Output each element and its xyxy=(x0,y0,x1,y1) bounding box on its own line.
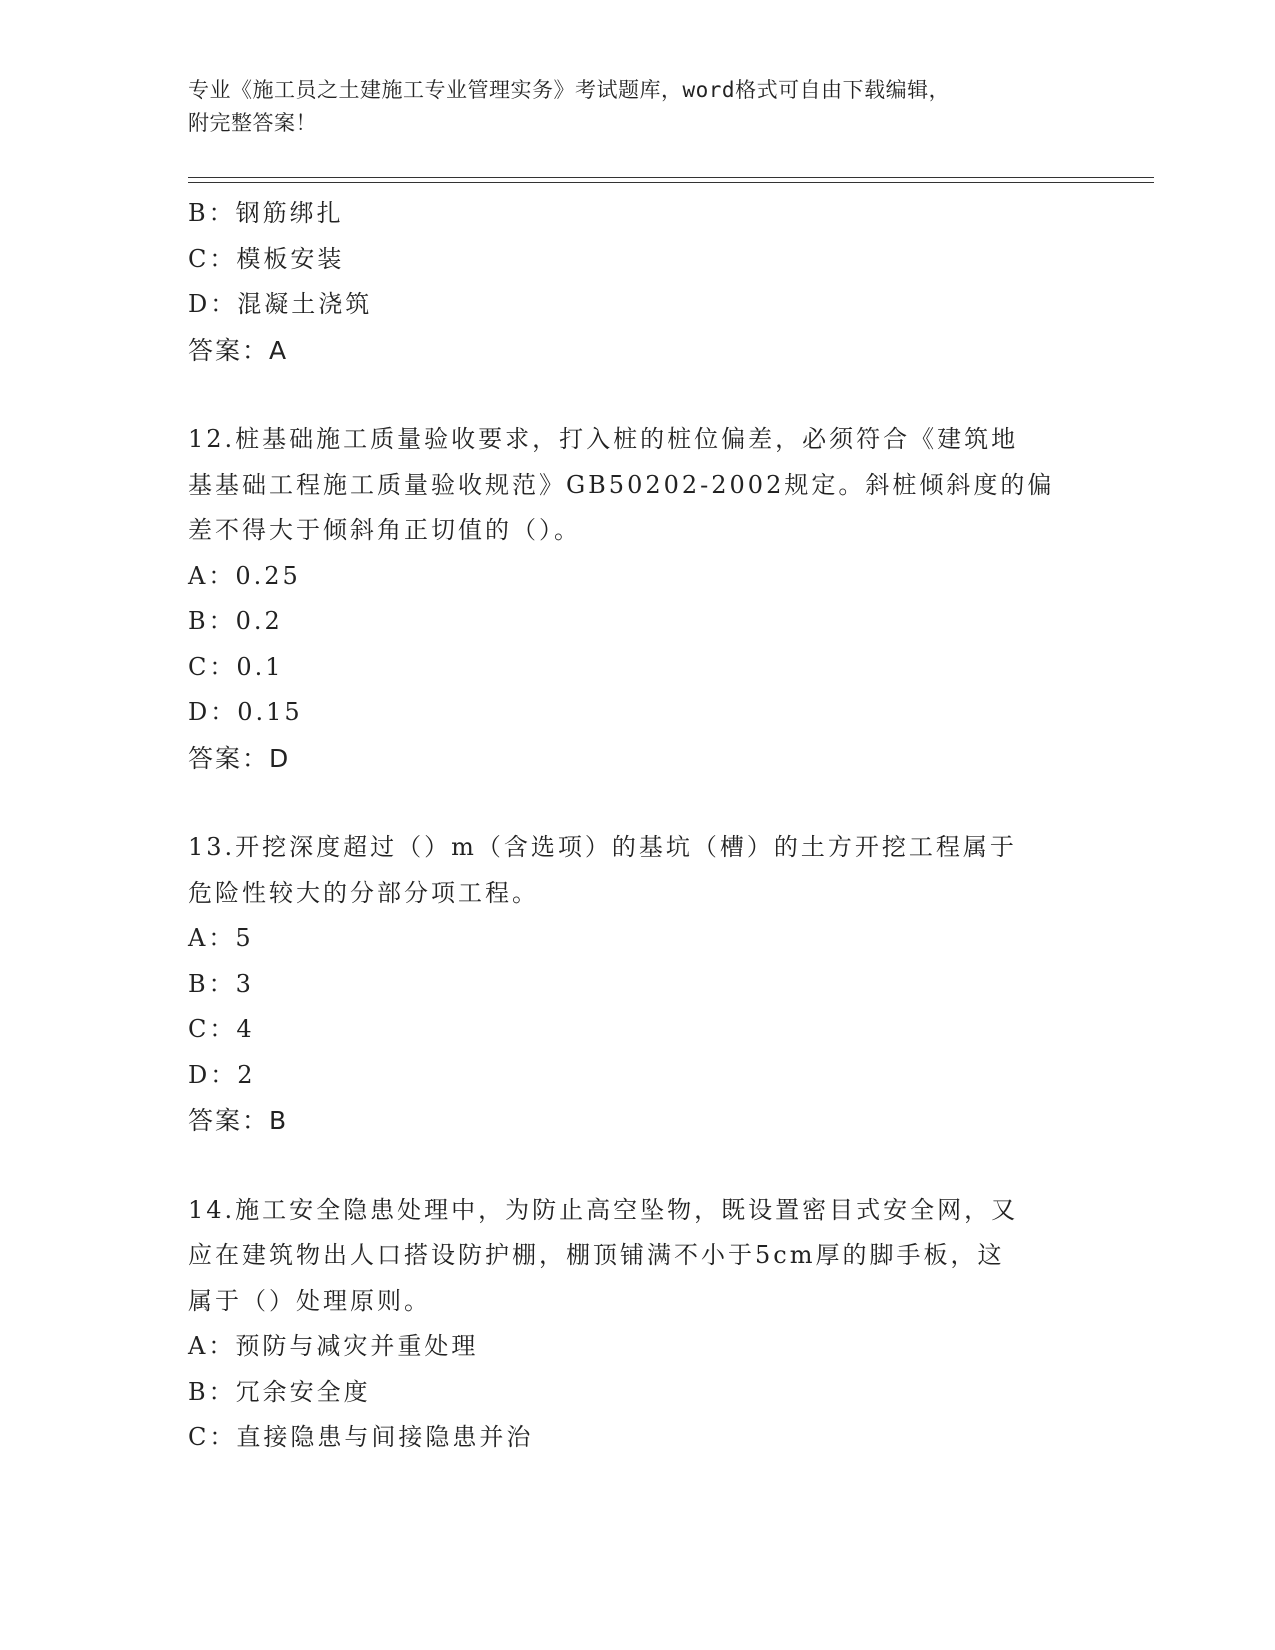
header-line-1: 专业《施工员之土建施工专业管理实务》考试题库，word格式可自由下载编辑， xyxy=(188,78,951,102)
option-c: C：4 xyxy=(188,1015,255,1043)
question-text-line: 应在建筑物出人口搭设防护棚，棚顶铺满不小于5cm厚的脚手板，这 xyxy=(188,1241,1005,1269)
option-d: D：2 xyxy=(188,1060,256,1089)
answer: 答案：D xyxy=(188,743,291,773)
question-text-line: 属于（）处理原则。 xyxy=(188,1286,431,1315)
option-d: D：混凝土浇筑 xyxy=(188,290,373,318)
question-text-line: 差不得大于倾斜角正切值的（）。 xyxy=(188,516,581,544)
header-line-2: 附完整答案！ xyxy=(188,111,317,135)
question-13 xyxy=(188,825,1088,1144)
question-11-tail xyxy=(188,191,1088,373)
option-a: A：5 xyxy=(188,924,254,952)
option-a: A：预防与减灾并重处理 xyxy=(188,1332,479,1360)
question-14 xyxy=(188,1188,1088,1461)
question-text-line: 基基础工程施工质量验收规范》GB50202-2002规定。斜桩倾斜度的偏 xyxy=(188,470,1055,499)
option-b: B：3 xyxy=(188,969,254,998)
question-text-line: 12.桩基础施工质量验收要求，打入桩的桩位偏差，必须符合《建筑地 xyxy=(188,425,1019,453)
spacer xyxy=(188,373,1088,417)
option-b: B：冗余安全度 xyxy=(188,1377,371,1406)
question-text-line: 危险性较大的分部分项工程。 xyxy=(188,878,539,907)
question-text-line: 14.施工安全隐患处理中，为防止高空坠物，既设置密目式安全网，又 xyxy=(188,1195,1019,1224)
document-header xyxy=(188,74,1068,140)
spacer xyxy=(188,1144,1088,1188)
option-b: B：0.2 xyxy=(188,607,283,635)
option-c: C：直接隐患与间接隐患并治 xyxy=(188,1423,534,1451)
option-d: D：0.15 xyxy=(188,698,303,726)
spacer xyxy=(188,781,1088,825)
header-divider-bottom xyxy=(188,182,1154,183)
option-c: C：模板安装 xyxy=(188,244,345,273)
answer: 答案：A xyxy=(188,335,289,365)
question-text-line: 13.开挖深度超过（）m（含选项）的基坑（槽）的土方开挖工程属于 xyxy=(188,833,1017,861)
question-12 xyxy=(188,417,1088,781)
option-b: B：钢筋绑扎 xyxy=(188,199,344,227)
question-content xyxy=(188,191,1088,1461)
option-c: C：0.1 xyxy=(188,652,284,681)
option-a: A：0.25 xyxy=(188,561,301,590)
header-divider-top xyxy=(188,177,1154,178)
answer: 答案：B xyxy=(188,1106,289,1135)
